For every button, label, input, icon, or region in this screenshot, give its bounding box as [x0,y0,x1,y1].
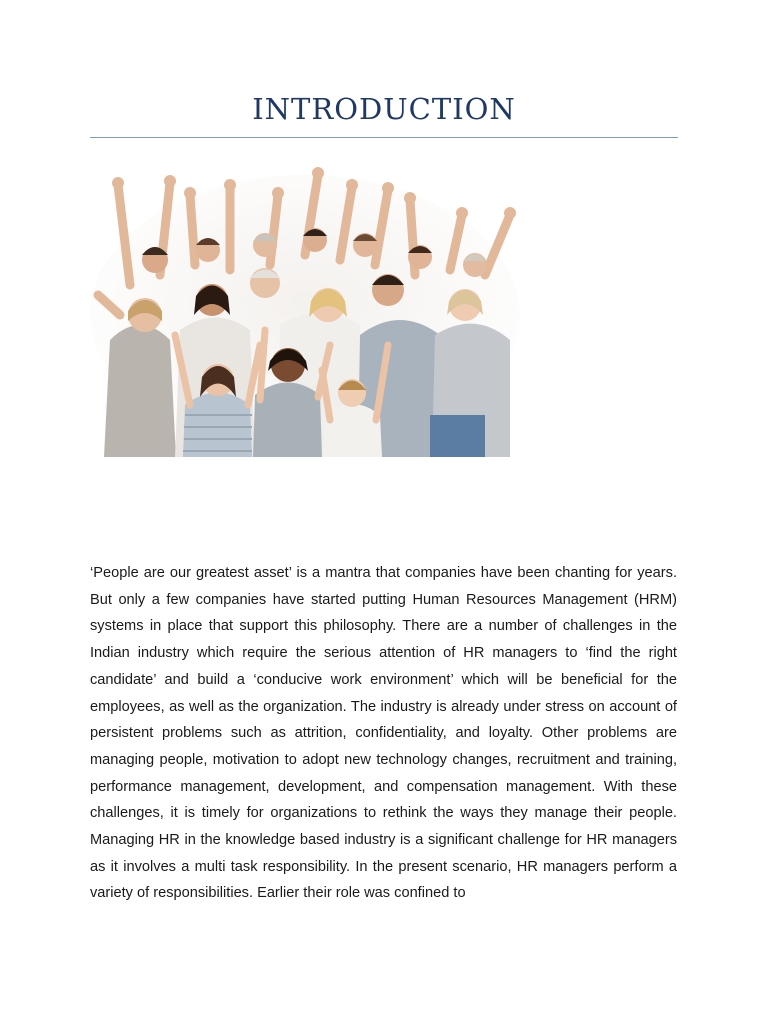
intro-paragraph: ‘People are our greatest asset’ is a mantra that companies have been chanting for years. But only a few companies have started putting Human Resources Management (HRM) systems in place that support this philosophy. There are a number of challenges in the Indian industry which require the serious attention of HR managers to ‘find the right candidate’ and build a ‘conducive work environment’ which will be beneficial for the employees, as well as the organization. The industry is already under stress on account of persistent problems such as attrition, confidentiality, and loyalty. Other problems are managing people, motivation to adopt new technology changes, recruitment and training, performance management, development, and compensation management. With these challenges, it is timely for organizations to rethink the ways they manage their people. Managing HR in the knowledge based industry is a significant challenge for HR managers as it involves a multi task responsibility. In the present scenario, HR managers perform a variety of responsibilities. Earlier their role was confined to [90,565,677,902]
page-title: INTRODUCTION [252,92,516,126]
group-photo [90,165,526,457]
title-underline [90,137,678,138]
